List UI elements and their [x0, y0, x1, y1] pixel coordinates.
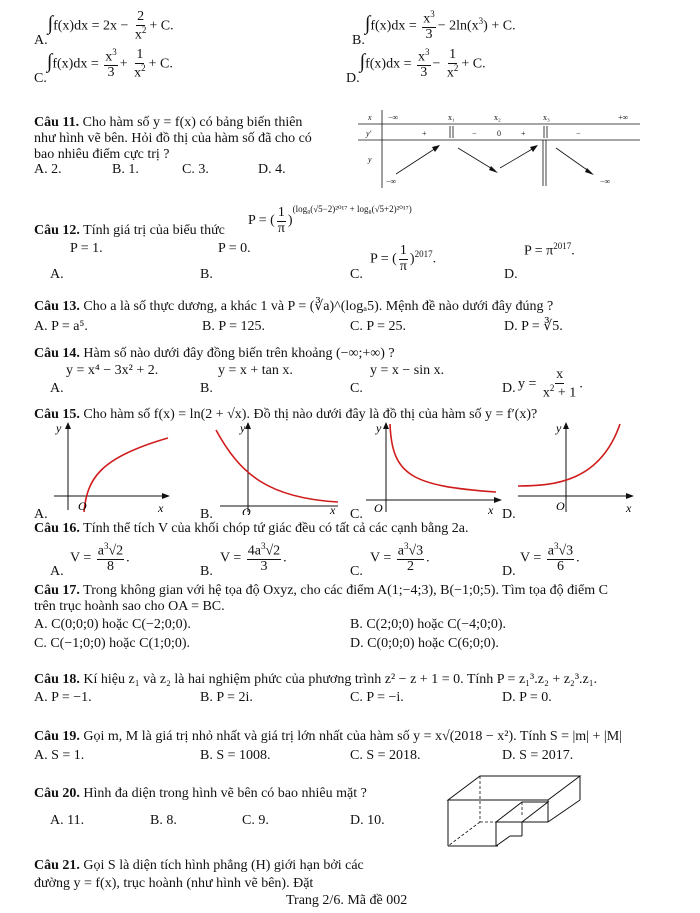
q20-option-a: A. 11.	[50, 813, 85, 828]
q11-option-a: A. 2.	[34, 162, 62, 177]
q12-label-d: D.	[504, 267, 518, 282]
q12-label-a: A.	[50, 267, 64, 282]
q12-stem: Câu 12. Tính giá trị của biểu thức	[34, 223, 225, 238]
q11-option-d: D. 4.	[258, 162, 286, 177]
q18-option-a: A. P = −1.	[34, 690, 92, 705]
svg-text:y: y	[240, 421, 246, 435]
q19-option-c: C. S = 2018.	[350, 748, 421, 763]
svg-text:x: x	[626, 501, 632, 515]
table-x-pos-inf: +∞	[618, 113, 629, 122]
q17-option-c: C. C(−1;0;0) hoặc C(1;0;0).	[34, 636, 191, 651]
q17-stem-line2: trên trục hoành sao cho OA = BC.	[34, 599, 225, 614]
svg-text:x: x	[158, 501, 164, 515]
q16-option-c-value: V = $\frac{a^3√3}{2}$ .	[370, 541, 430, 575]
table-row-y: y	[368, 155, 372, 164]
table-sign-5: +	[521, 129, 526, 138]
q20-option-c: C. 9.	[242, 813, 269, 828]
q14-option-d-value: y = $\frac{x}{x^2 + 1}$ .	[518, 367, 583, 401]
table-y-neg-inf-1: −∞	[386, 177, 397, 186]
option-b-top: B.∫f(x)dx = $\frac{x^3}{3}$ − $2\ln(x^3) + C$.	[352, 9, 516, 48]
q21-stem-line2: đường y = f(x), trục hoành (như hình vẽ bên). Đặt	[34, 876, 314, 891]
q15-graph-b	[206, 420, 346, 515]
q12-option-a-value: P = 1.	[70, 241, 103, 256]
svg-text:O: O	[374, 501, 383, 515]
q17-option-a: A. C(0;0;0) hoặc C(−2;0;0).	[34, 617, 191, 632]
q19-stem: Câu 19. Gọi m, M là giá trị nhỏ nhất và giá trị lớn nhất của hàm số y = x√(2018 − x²). Tính S = |m| + |M|	[34, 729, 622, 744]
variation-table	[358, 110, 640, 188]
table-y-neg-inf-2: −∞	[600, 177, 611, 186]
q15-label-a: A.	[34, 507, 48, 522]
svg-text:x: x	[330, 503, 336, 515]
q17-option-b: B. C(2;0;0) hoặc C(−4;0;0).	[350, 617, 507, 632]
svg-text:x: x	[488, 503, 494, 515]
q18-option-d: D. P = 0.	[502, 690, 552, 705]
svg-text:O: O	[556, 499, 565, 513]
q15-label-b: B.	[200, 507, 213, 522]
q20-option-d: D. 10.	[350, 813, 385, 828]
q11-line3: bao nhiêu điểm cực trị ?	[34, 147, 170, 162]
option-c-top: C.∫f(x)dx = $\frac{x^3}{3}$ + $\frac{1}{x^2}$ + C.	[34, 47, 173, 86]
q19-option-d: D. S = 2017.	[502, 748, 574, 763]
q12-option-b-value: P = 0.	[218, 241, 251, 256]
q18-option-c: C. P = −i.	[350, 690, 404, 705]
option-a-top: A.∫f(x)dx = 2x − $\frac{2}{x^2}$ + C.	[34, 9, 174, 48]
q13-option-c: C. P = 25.	[350, 319, 406, 334]
table-sign-1: +	[422, 129, 427, 138]
q14-label-c: C.	[350, 381, 363, 396]
q14-label-d: D.	[502, 381, 516, 396]
q17-stem: Câu 17. Trong không gian với hệ tọa độ Oxyz, cho các điểm A(1;−4;3), B(−1;0;5). Tìm tọa độ điểm C	[34, 583, 608, 598]
table-sign-4: 0	[497, 129, 501, 138]
q11-option-c: C. 3.	[182, 162, 209, 177]
q15-graph-c	[362, 420, 502, 515]
table-x3: x₃	[543, 113, 550, 122]
page-footer: Trang 2/6. Mã đề 002	[286, 893, 408, 908]
q11-line2: như hình vẽ bên. Hỏi đồ thị của hàm số đã cho có	[34, 131, 312, 146]
table-sign-7: −	[576, 129, 581, 138]
q14-option-c-value: y = x − sin x.	[370, 363, 445, 378]
q20-option-b: B. 8.	[150, 813, 177, 828]
q15-graph-d	[514, 420, 638, 515]
table-sign-3: −	[472, 129, 477, 138]
q15-label-c: C.	[350, 507, 363, 522]
q14-stem: Câu 14. Hàm số nào dưới đây đồng biến trên khoảng (−∞;+∞) ?	[34, 346, 395, 361]
q16-label-a: A.	[50, 564, 64, 579]
q15-stem: Câu 15. Cho hàm số f(x) = ln(2 + √x). Đồ thị nào dưới đây là đồ thị của hàm số y = f′(x)?	[34, 407, 538, 422]
q16-option-d-value: V = $\frac{a^3√3}{6}$ .	[520, 541, 580, 575]
q16-option-a-value: V = $\frac{a^3√2}{8}$ .	[70, 541, 130, 575]
q17-option-d: D. C(0;0;0) hoặc C(6;0;0).	[350, 636, 499, 651]
table-x1: x₁	[448, 113, 455, 122]
table-row-yp: y′	[366, 129, 372, 138]
table-sign-6: ||	[540, 129, 544, 138]
q18-option-b: B. P = 2i.	[200, 690, 253, 705]
q16-label-c: C.	[350, 564, 363, 579]
q14-option-a-value: y = x⁴ − 3x² + 2.	[66, 363, 159, 378]
q15-graph-a	[48, 420, 173, 515]
q21-stem: Câu 21. Gọi S là diện tích hình phẳng (H) giới hạn bởi các	[34, 858, 364, 873]
q19-option-a: A. S = 1.	[34, 748, 85, 763]
q11-line1: Câu 11. Cho hàm số y = f(x) có bảng biến thiên	[34, 115, 303, 130]
q13-option-a: A. P = a⁵.	[34, 319, 88, 334]
q15-label-d: D.	[502, 507, 516, 522]
q19-option-b: B. S = 1008.	[200, 748, 271, 763]
q13-option-b: B. P = 125.	[202, 319, 265, 334]
q14-label-b: B.	[200, 381, 213, 396]
q11-option-b: B. 1.	[112, 162, 139, 177]
q16-stem: Câu 16. Tính thể tích V của khối chóp tứ giác đều có tất cả các cạnh bằng 2a.	[34, 521, 469, 536]
svg-text:O: O	[242, 505, 251, 515]
q13-stem: Câu 13. Cho a là số thực dương, a khác 1 và P = (∛a)^(logₐ5). Mệnh đề nào dưới đây đúng ?	[34, 299, 554, 314]
q16-label-b: B.	[200, 564, 213, 579]
svg-text:y: y	[556, 421, 562, 435]
table-sign-2: ||	[446, 129, 450, 138]
q12-option-d-value: $P = \pi^{2017}$.	[524, 241, 575, 259]
q12-label-b: B.	[200, 267, 213, 282]
q12-option-c-value: P = ( $\frac{1}{\pi}$ )$^{2017}$.	[370, 243, 437, 274]
table-x2: x₂	[494, 113, 501, 122]
q20-stem: Câu 20. Hình đa diện trong hình vẽ bên có bao nhiêu mặt ?	[34, 786, 367, 801]
q16-option-b-value: V = $\frac{4a^3√2}{3}$ .	[220, 541, 287, 575]
polyhedron-figure	[440, 772, 590, 852]
option-d-top: D.∫f(x)dx = $\frac{x^3}{3}$ − $\frac{1}{x^2}$ + C.	[346, 47, 486, 86]
svg-text:y: y	[56, 421, 62, 435]
q12-formula: P = ( $\frac{1}{\pi}$ )(log₈(√5−2)²⁰¹⁷ + log₈(√5+2)²⁰¹⁷)	[248, 204, 412, 236]
q14-option-b-value: y = x + tan x.	[218, 363, 293, 378]
q18-stem: Câu 18. Kí hiệu z₁ và z₂ là hai nghiệm phức của phương trình z² − z + 1 = 0. Tính P = z₁³.z₂ + z₂³.z₁.	[34, 672, 598, 687]
table-row-x: x	[368, 113, 372, 122]
q16-label-d: D.	[502, 564, 516, 579]
svg-text:y: y	[376, 421, 382, 435]
q13-option-d: D. P = ∛5.	[504, 319, 563, 334]
table-x-neg-inf: −∞	[388, 113, 399, 122]
q14-label-a: A.	[50, 381, 64, 396]
q12-label-c: C.	[350, 267, 363, 282]
svg-text:O: O	[78, 499, 87, 513]
